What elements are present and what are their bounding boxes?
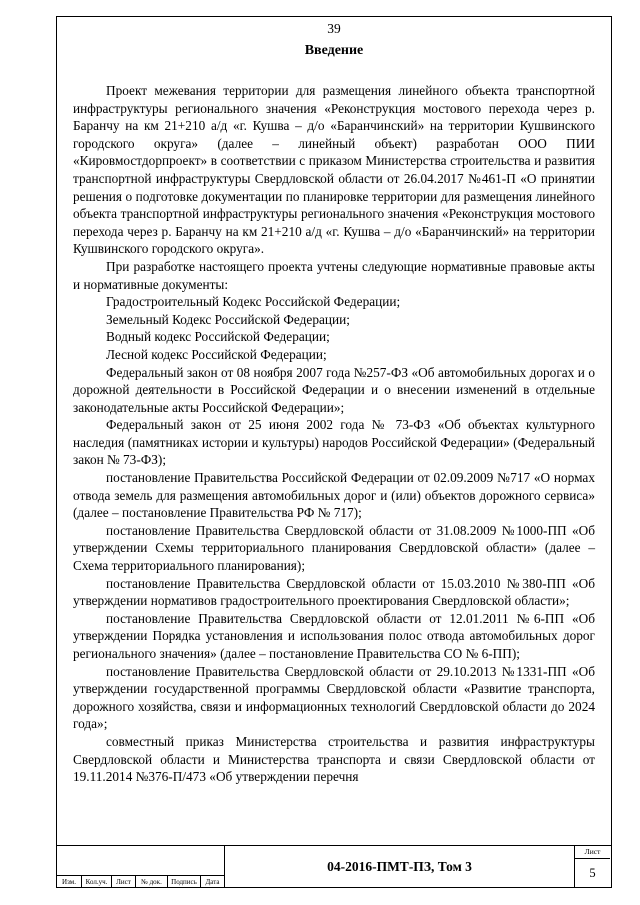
column-header-data: Дата (205, 878, 220, 886)
page-number: 39 (327, 21, 341, 36)
paragraph: постановление Правительства Свердловской области от 15.03.2010 №380-ПП «Об утверждении нормативов градостроительного проектирования Свердловской области»; (73, 575, 595, 609)
paragraph: совместный приказ Министерства строительства и развития инфраструктуры Свердловской области и Министерства транспорта и связи Свердловской области от 19.11.2014 №376-П/473 «Об утверждении перечня (73, 733, 595, 785)
sheet-label: Лист (575, 846, 610, 859)
paragraph: При разработке настоящего проекта учтены следующие нормативные правовые акты и нормативные документы: (73, 258, 595, 292)
title-block-sheet (575, 846, 611, 888)
paragraph: постановление Правительства Свердловской области от 31.08.2009 №1000-ПП «Об утверждении Схемы территориального планирования Свердловской области» (далее – Схема территориального планирования); (73, 522, 595, 574)
paragraph: Земельный Кодекс Российской Федерации; (106, 311, 350, 327)
paragraph: Проект межевания территории для размещения линейного объекта транспортной инфраструктуры регионального значения «Реконструкция мостового перехода через р. Баранчу на км 21+210 а/д «г. Кушва – д/о «Баранчинский» на территории Кушвинского городского округа» (далее – линейный объект) разработан ООО ПИИ «Кировмостдорпроект» в соответствии с приказом Министерства строительства и развития транспортной инфраструктуры Свердловской области от 26.04.2017 №461-П «О принятии решения о подготовке документации по планировке территории для размещения линейного объекта транспортной инфраструктуры регионального значения «Реконструкция мостового перехода через р. Баранчу на км 21+210 а/д «г. Кушва – д/о «Баранчинский» на территории Кушвинского городского округа». (73, 83, 595, 257)
paragraph: Федеральный закон от 25 июня 2002 года № 73-ФЗ «Об объектах культурного наследия (памятниках истории и культуры) народов Российской Федерации» (Федеральный закон № 73-ФЗ); (73, 417, 595, 468)
section-heading: Введение (304, 43, 364, 58)
column-header-izm: Изм. (57, 876, 82, 888)
paragraph: постановление Правительства Российской Федерации от 02.09.2009 №717 «О нормах отвода земель для размещения автомобильных дорог и (или) объектов дорожного сервиса» (далее – постановление Правительства РФ № 717); (73, 470, 595, 521)
title-block (57, 845, 611, 887)
paragraph: постановление Правительства Свердловской области от 29.10.2013 №1331-ПП «Об утверждении государственной программы Свердловской области «Развитие транспорта, дорожного хозяйства, связи и информационных технологий Свердловской области до 2024 года»; (73, 663, 595, 732)
paragraph: Лесной кодекс Российской Федерации; (106, 346, 327, 362)
column-header-nomer-dok: № док. (136, 876, 168, 888)
column-header-list: Лист (112, 876, 136, 888)
body-text (73, 82, 595, 786)
title-block-revision-table (57, 846, 225, 888)
paragraph: Водный кодекс Российской Федерации; (106, 329, 330, 345)
paragraph: постановление Правительства Свердловской области от 12.01.2011 №6-ПП «Об утверждении Порядка установления и использования полос отвода автомобильных дорог регионального значения» (далее – постановление Правительства СО № 6-ПП); (73, 610, 595, 661)
paragraph: Федеральный закон от 08 ноября 2007 года №257-ФЗ «Об автомобильных дорогах и о дорожной деятельности в Российской Федерации и о внесении изменений в отдельные законодательные акты Российской Федерации»; (73, 364, 595, 415)
column-header-koluch: Кол.уч. (82, 876, 112, 888)
sheet-number: 5 (589, 866, 596, 880)
paragraph: Градостроительный Кодекс Российской Федерации; (106, 294, 401, 310)
title-block-document-code: 04-2016-ПМТ-ПЗ, Том 3 (225, 846, 575, 888)
column-header-podpis: Подпись (168, 876, 201, 888)
